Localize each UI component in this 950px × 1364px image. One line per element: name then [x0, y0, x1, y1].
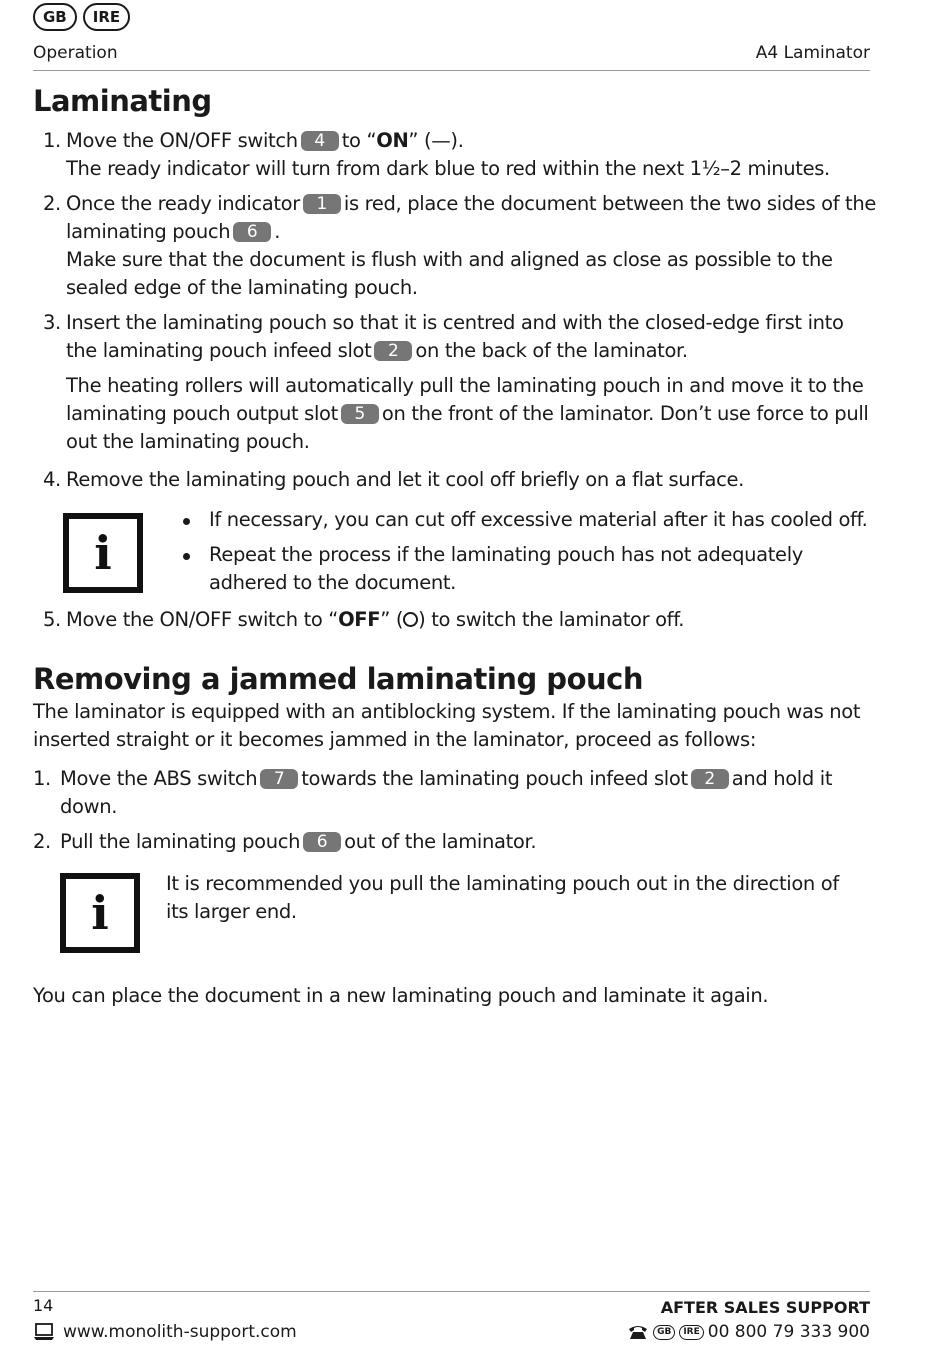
info-note: [33, 506, 878, 597]
after-sales-title: AFTER SALES SUPPORT: [660, 1298, 870, 1317]
step-4: 4. Remove the laminating pouch and let it cool off briefly on a flat surface.: [43, 468, 744, 491]
website-link[interactable]: www.monolith-support.com: [63, 1322, 297, 1342]
note-bullets: [33, 506, 878, 597]
info-icon: i: [60, 873, 140, 953]
laminating-steps-continued: [33, 606, 878, 634]
section-title-laminating: Laminating: [33, 84, 212, 118]
telephone-icon: [627, 1324, 649, 1340]
info-note-jam: [33, 870, 878, 978]
page-number: 14: [33, 1296, 54, 1315]
step-1: 1. Move the ON/OFF switch 4 to “ON” (—). The ready indicator will turn from dark blue to red within the next 1½–2 minutes.: [43, 129, 830, 180]
part-ref: 7: [260, 769, 298, 789]
country-badges: [33, 3, 130, 31]
page-content: [33, 82, 878, 1010]
note-bullet: Repeat the process if the laminating pouch has not adequately adhered to the document.: [183, 541, 878, 597]
section-title-jammed: Removing a jammed laminating pouch: [33, 662, 643, 696]
footer-divider: [33, 1291, 870, 1292]
page-header: [33, 43, 870, 71]
closing-text: You can place the document in a new laminating pouch and laminate it again.: [33, 984, 769, 1007]
part-ref: 4: [301, 131, 339, 151]
section-intro: The laminator is equipped with an antiblocking system. If the laminating pouch was not inserted straight or it becomes jammed in the laminator, proceed as follows:: [33, 700, 861, 751]
header-section: Operation: [33, 43, 118, 63]
header-product: A4 Laminator: [755, 43, 870, 63]
note-text: It is recommended you pull the laminating pouch out in the direction of its larger end.: [166, 872, 839, 923]
part-ref: 5: [341, 404, 379, 424]
step-2: 2. Once the ready indicator 1 is red, place the document between the two sides of the laminating pouch 6 . Make sure that the document is flush with and aligned as close as possible to the sealed edge of the laminating pouch.: [43, 192, 877, 299]
info-icon: i: [63, 513, 143, 593]
phone-badge-gb: GB: [653, 1325, 675, 1340]
phone-number: 00 800 79 333 900: [707, 1322, 870, 1342]
part-ref: 2: [691, 769, 729, 789]
step-5: 5. Move the ON/OFF switch to “OFF” ( ) to switch the laminator off.: [43, 608, 685, 631]
jam-step-2: 2. Pull the laminating pouch 6 out of the laminator.: [33, 830, 537, 853]
part-ref: 6: [233, 222, 271, 242]
support-phone: [627, 1322, 870, 1342]
part-ref: 6: [303, 832, 341, 852]
note-bullet: If necessary, you can cut off excessive material after it has cooled off.: [183, 506, 878, 534]
country-badge-gb: GB: [33, 3, 77, 31]
laminating-steps: [33, 127, 878, 494]
part-ref: 2: [374, 341, 412, 361]
jam-step-1: 1. Move the ABS switch 7 towards the laminating pouch infeed slot 2 and hold it down.: [33, 767, 833, 818]
laptop-icon: [33, 1323, 55, 1341]
country-badge-ire: IRE: [83, 3, 130, 31]
off-circle-icon: [403, 612, 418, 627]
step-3: 3. Insert the laminating pouch so that it is centred and with the closed-edge first into the laminating pouch infeed slot 2 on the back of the laminator. The heating rollers will automatically pull the laminating pouch in and move it to the laminating pouch output slot 5 on the front of the laminator. Don’t use force to pull out the laminating pouch.: [43, 311, 869, 453]
support-website: [33, 1322, 297, 1342]
jam-steps: [33, 765, 878, 856]
part-ref: 1: [303, 194, 341, 214]
phone-badge-ire: IRE: [679, 1325, 703, 1340]
